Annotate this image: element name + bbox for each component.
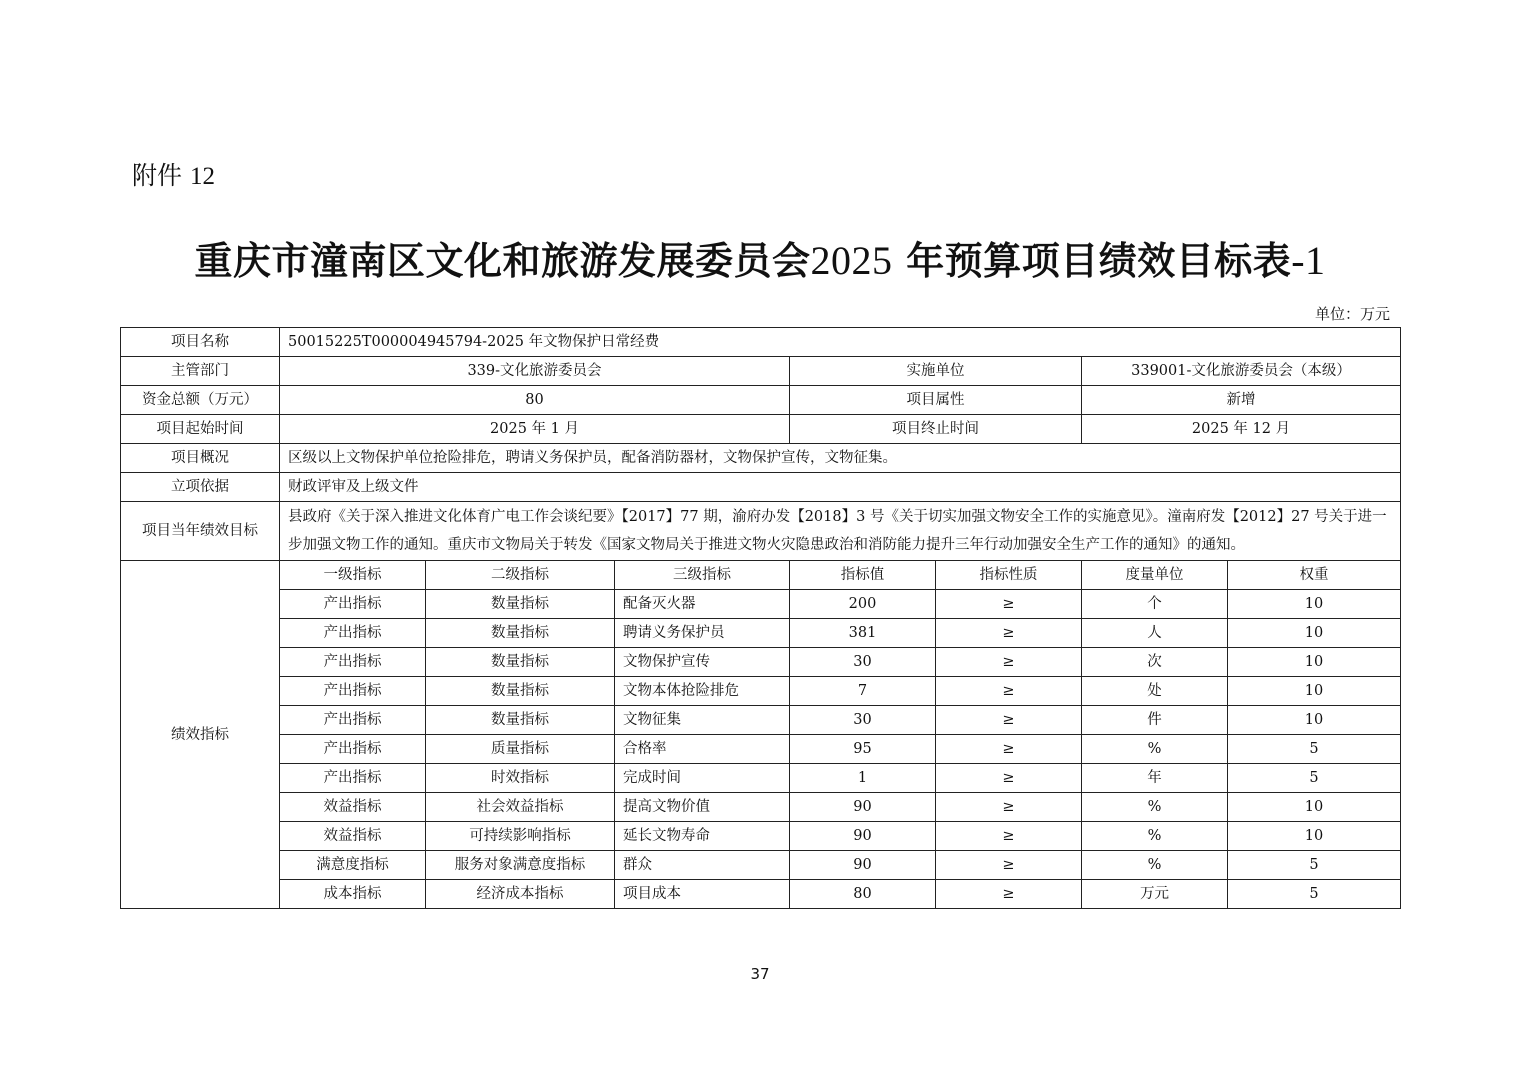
metric-unit: % bbox=[1082, 822, 1228, 851]
attr-label: 项目属性 bbox=[790, 386, 1082, 415]
metric-value: 95 bbox=[790, 735, 936, 764]
project-name-label: 项目名称 bbox=[121, 328, 280, 357]
metric-level2: 社会效益指标 bbox=[426, 793, 615, 822]
metric-level2: 数量指标 bbox=[426, 677, 615, 706]
metric-nature: ≥ bbox=[936, 648, 1082, 677]
metric-row bbox=[121, 735, 1401, 764]
goal-label: 项目当年绩效目标 bbox=[121, 502, 280, 561]
metric-row bbox=[121, 648, 1401, 677]
metric-weight: 5 bbox=[1228, 851, 1401, 880]
end-label: 项目终止时间 bbox=[790, 415, 1082, 444]
metric-row bbox=[121, 880, 1401, 909]
metric-weight: 10 bbox=[1228, 822, 1401, 851]
impl-label: 实施单位 bbox=[790, 357, 1082, 386]
page-title bbox=[0, 230, 1520, 285]
metric-level2: 数量指标 bbox=[426, 648, 615, 677]
metric-value: 200 bbox=[790, 590, 936, 619]
dept-value: 339-文化旅游委员会 bbox=[280, 357, 790, 386]
row-funds bbox=[121, 386, 1401, 415]
metric-nature: ≥ bbox=[936, 764, 1082, 793]
project-name-value: 50015225T000004945794-2025 年文物保护日常经费 bbox=[280, 328, 1401, 357]
metric-level1: 成本指标 bbox=[280, 880, 426, 909]
metric-level2: 数量指标 bbox=[426, 590, 615, 619]
metric-weight: 10 bbox=[1228, 793, 1401, 822]
metric-level3: 完成时间 bbox=[615, 764, 790, 793]
row-overview bbox=[121, 444, 1401, 473]
row-dept bbox=[121, 357, 1401, 386]
header-unit: 度量单位 bbox=[1082, 561, 1228, 590]
attachment-number: 12 bbox=[189, 163, 215, 190]
performance-table bbox=[120, 327, 1401, 909]
metric-weight: 10 bbox=[1228, 677, 1401, 706]
end-value: 2025 年 12 月 bbox=[1082, 415, 1401, 444]
metric-unit: 万元 bbox=[1082, 880, 1228, 909]
row-project-name bbox=[121, 328, 1401, 357]
metric-level2: 经济成本指标 bbox=[426, 880, 615, 909]
page-number: 37 bbox=[750, 965, 770, 983]
metric-weight: 5 bbox=[1228, 764, 1401, 793]
metric-value: 90 bbox=[790, 851, 936, 880]
metric-row bbox=[121, 764, 1401, 793]
start-value: 2025 年 1 月 bbox=[280, 415, 790, 444]
metric-nature: ≥ bbox=[936, 590, 1082, 619]
metric-nature: ≥ bbox=[936, 851, 1082, 880]
metric-level3: 延长文物寿命 bbox=[615, 822, 790, 851]
metric-unit: % bbox=[1082, 735, 1228, 764]
attachment-prefix: 附件 bbox=[132, 161, 183, 190]
metric-weight: 5 bbox=[1228, 880, 1401, 909]
row-goal bbox=[121, 502, 1401, 561]
funds-value: 80 bbox=[280, 386, 790, 415]
unit-label: 单位：万元 bbox=[1314, 305, 1390, 323]
metric-weight: 10 bbox=[1228, 648, 1401, 677]
metric-nature: ≥ bbox=[936, 706, 1082, 735]
goal-value: 县政府《关于深入推进文化体育广电工作会谈纪要》【2017】77 期，渝府办发【2018】3 号《关于切实加强文物安全工作的实施意见》。潼南府发【2012】27 号关于进一步加强文物工作的通知。重庆市文物局关于转发《国家文物局关于推进文物火灾隐患政治和消防能力提升三年行动加强安全生产工作的通知》的通知。 bbox=[280, 502, 1401, 561]
row-basis bbox=[121, 473, 1401, 502]
header-level1: 一级指标 bbox=[280, 561, 426, 590]
metric-unit: 处 bbox=[1082, 677, 1228, 706]
header-nature: 指标性质 bbox=[936, 561, 1082, 590]
attachment-label bbox=[132, 156, 215, 192]
header-level2: 二级指标 bbox=[426, 561, 615, 590]
metric-level2: 数量指标 bbox=[426, 619, 615, 648]
metric-weight: 5 bbox=[1228, 735, 1401, 764]
title-suffix: -1 bbox=[1291, 238, 1326, 283]
metric-row bbox=[121, 706, 1401, 735]
metric-unit: 个 bbox=[1082, 590, 1228, 619]
start-label: 项目起始时间 bbox=[121, 415, 280, 444]
metric-row bbox=[121, 590, 1401, 619]
metric-level2: 数量指标 bbox=[426, 706, 615, 735]
metric-level1: 效益指标 bbox=[280, 822, 426, 851]
metric-nature: ≥ bbox=[936, 735, 1082, 764]
metric-value: 30 bbox=[790, 648, 936, 677]
metric-level3: 提高文物价值 bbox=[615, 793, 790, 822]
metric-value: 30 bbox=[790, 706, 936, 735]
metric-row bbox=[121, 851, 1401, 880]
metric-level2: 可持续影响指标 bbox=[426, 822, 615, 851]
metric-level3: 群众 bbox=[615, 851, 790, 880]
metric-nature: ≥ bbox=[936, 677, 1082, 706]
basis-label: 立项依据 bbox=[121, 473, 280, 502]
metric-level2: 服务对象满意度指标 bbox=[426, 851, 615, 880]
metric-level1: 产出指标 bbox=[280, 590, 426, 619]
metric-row bbox=[121, 822, 1401, 851]
basis-value: 财政评审及上级文件 bbox=[280, 473, 1401, 502]
metric-level1: 满意度指标 bbox=[280, 851, 426, 880]
metric-value: 90 bbox=[790, 822, 936, 851]
metric-nature: ≥ bbox=[936, 619, 1082, 648]
metric-value: 80 bbox=[790, 880, 936, 909]
metric-unit: % bbox=[1082, 793, 1228, 822]
metric-level3: 配备灭火器 bbox=[615, 590, 790, 619]
metrics-header-row bbox=[121, 561, 1401, 590]
metric-row bbox=[121, 677, 1401, 706]
funds-label: 资金总额（万元） bbox=[121, 386, 280, 415]
metric-unit: 次 bbox=[1082, 648, 1228, 677]
metric-level2: 质量指标 bbox=[426, 735, 615, 764]
metric-level1: 产出指标 bbox=[280, 735, 426, 764]
metric-level1: 产出指标 bbox=[280, 677, 426, 706]
metric-level1: 效益指标 bbox=[280, 793, 426, 822]
metric-level3: 合格率 bbox=[615, 735, 790, 764]
metric-level1: 产出指标 bbox=[280, 619, 426, 648]
metric-level3: 文物征集 bbox=[615, 706, 790, 735]
title-part2: 年预算项目绩效目标表 bbox=[906, 239, 1292, 283]
metric-weight: 10 bbox=[1228, 619, 1401, 648]
metric-row bbox=[121, 619, 1401, 648]
metric-level1: 产出指标 bbox=[280, 706, 426, 735]
metric-unit: 人 bbox=[1082, 619, 1228, 648]
metric-unit: 年 bbox=[1082, 764, 1228, 793]
title-year: 2025 bbox=[810, 238, 893, 283]
metric-weight: 10 bbox=[1228, 590, 1401, 619]
overview-value: 区级以上文物保护单位抢险排危，聘请义务保护员，配备消防器材，文物保护宣传，文物征集。 bbox=[280, 444, 1401, 473]
overview-label: 项目概况 bbox=[121, 444, 280, 473]
metric-value: 90 bbox=[790, 793, 936, 822]
metric-row bbox=[121, 793, 1401, 822]
metric-level3: 项目成本 bbox=[615, 880, 790, 909]
metric-weight: 10 bbox=[1228, 706, 1401, 735]
metric-level3: 聘请义务保护员 bbox=[615, 619, 790, 648]
title-part1: 重庆市潼南区文化和旅游发展委员会 bbox=[194, 239, 811, 283]
header-weight: 权重 bbox=[1228, 561, 1401, 590]
attr-value: 新增 bbox=[1082, 386, 1401, 415]
metric-level3: 文物保护宣传 bbox=[615, 648, 790, 677]
metric-nature: ≥ bbox=[936, 822, 1082, 851]
metric-unit: % bbox=[1082, 851, 1228, 880]
metric-level1: 产出指标 bbox=[280, 764, 426, 793]
metric-level3: 文物本体抢险排危 bbox=[615, 677, 790, 706]
metric-nature: ≥ bbox=[936, 793, 1082, 822]
metric-value: 381 bbox=[790, 619, 936, 648]
metric-value: 1 bbox=[790, 764, 936, 793]
metric-value: 7 bbox=[790, 677, 936, 706]
header-value: 指标值 bbox=[790, 561, 936, 590]
dept-label: 主管部门 bbox=[121, 357, 280, 386]
impl-value: 339001-文化旅游委员会（本级） bbox=[1082, 357, 1401, 386]
metric-level1: 产出指标 bbox=[280, 648, 426, 677]
metrics-label: 绩效指标 bbox=[121, 561, 280, 909]
metric-nature: ≥ bbox=[936, 880, 1082, 909]
metric-level2: 时效指标 bbox=[426, 764, 615, 793]
header-level3: 三级指标 bbox=[615, 561, 790, 590]
row-time bbox=[121, 415, 1401, 444]
metric-unit: 件 bbox=[1082, 706, 1228, 735]
